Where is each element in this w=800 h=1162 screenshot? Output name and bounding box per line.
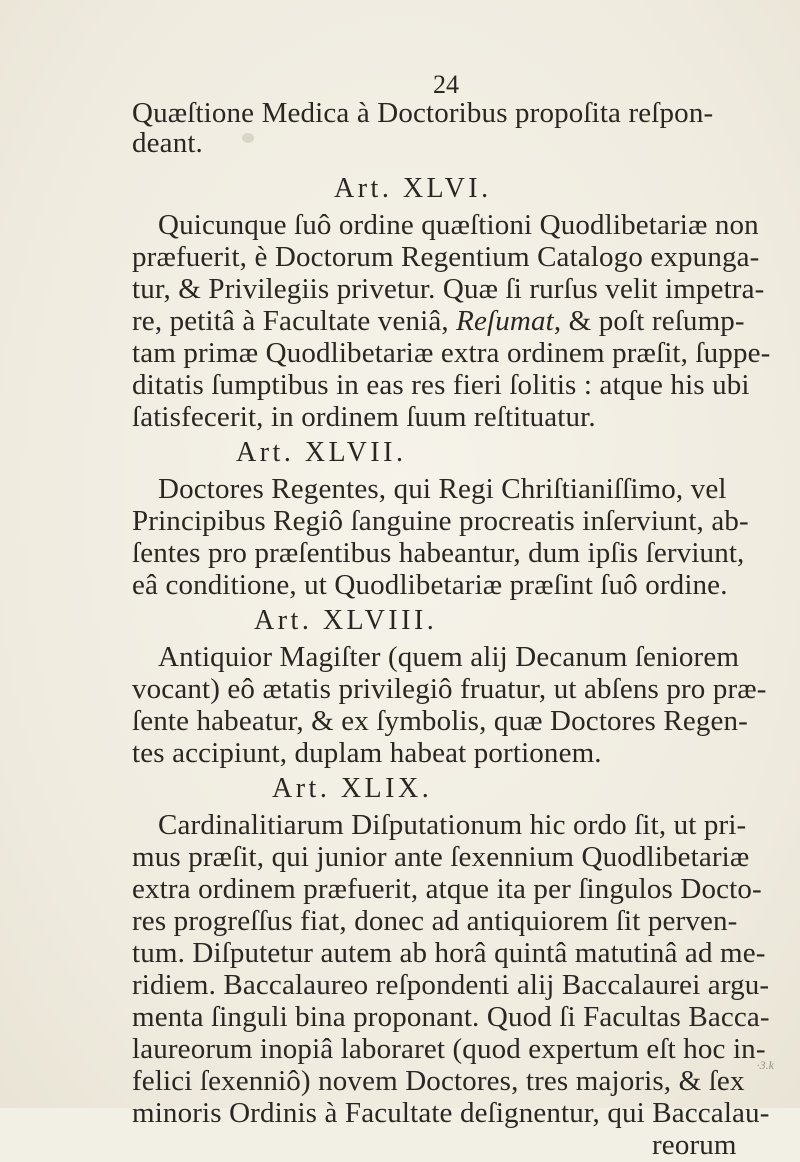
text-line: tes accipiunt, duplam habeat portionem. — [132, 737, 602, 769]
corner-mark: ·3.k — [756, 1058, 774, 1072]
text-line: deant. — [132, 127, 203, 159]
text-line: felici ſexenniô) novem Doctores, tres majoris, & ſex — [132, 1065, 745, 1097]
article-heading: Art. XLVI. — [334, 173, 492, 204]
text-line: ridiem. Baccalaureo reſpondenti alij Baccalaurei argu- — [132, 969, 770, 1001]
text-line: res progreſſus fiat, donec ad antiquiorem ſit perven- — [132, 905, 738, 937]
text-line: Principibus Regiô ſanguine procreatis inſerviunt, ab- — [132, 505, 749, 537]
text-line: Quæſtione Medica à Doctoribus propoſita reſpon- — [132, 97, 714, 129]
text-line: minoris Ordinis à Facultate deſignentur, qui Baccalau- — [132, 1097, 770, 1129]
text-line: ſentes pro præſentibus habeantur, dum ipſis ſerviunt, — [132, 537, 745, 569]
text-line: mus præſit, qui junior ante ſexennium Quodlibetariæ — [132, 841, 750, 873]
article-heading: Art. XLVIII. — [254, 605, 438, 636]
article-heading: Art. XLVII. — [236, 437, 407, 468]
text-line: vocant) eô ætatis privilegiô fruatur, ut abſens pro præ- — [132, 673, 767, 705]
text-line: eâ conditione, ut Quodlibetariæ præſint ſuô ordine. — [132, 569, 728, 601]
text-line: tum. Diſputetur autem ab horâ quintâ matutinâ ad me- — [132, 937, 766, 969]
text-line: præfuerit, è Doctorum Regentium Catalogo expunga- — [132, 241, 760, 273]
catchword: reorum — [652, 1129, 737, 1161]
text-line: re, petitâ à Facultate veniâ, Reſumat, & poſt reſump- — [132, 305, 745, 337]
text-line: tam primæ Quodlibetariæ extra ordinem præſit, ſuppe- — [132, 337, 771, 369]
text-line: Quicunque ſuô ordine quæſtioni Quodlibetariæ non — [158, 209, 759, 241]
text-line: Antiquior Magiſter (quem alij Decanum ſeniorem — [158, 641, 740, 673]
text-line: laureorum inopiâ laboraret (quod expertum eſt hoc in- — [132, 1033, 766, 1065]
text-line: ditatis ſumptibus in eas res fieri ſolitis : atque his ubi — [132, 369, 750, 401]
text-line: menta ſinguli bina proponant. Quod ſi Facultas Bacca- — [132, 1001, 770, 1033]
text-line: ſatisfecerit, in ordinem ſuum reſtituatur. — [132, 401, 596, 433]
text-line: tur, & Privilegiis privetur. Quæ ſi rurſus velit impetra- — [132, 273, 765, 305]
ink-smudge — [242, 133, 254, 143]
article-heading: Art. XLIX. — [272, 773, 433, 804]
text-line: ſente habeatur, & ex ſymbolis, quæ Doctores Regen- — [132, 705, 748, 737]
text-line: Cardinalitiarum Diſputationum hic ordo ſit, ut pri- — [158, 809, 747, 841]
text-line: Doctores Regentes, qui Regi Chriſtianiſſimo, vel — [158, 473, 727, 505]
text-line: extra ordinem præfuerit, atque ita per ſingulos Docto- — [132, 873, 762, 905]
page-number: 24 — [433, 70, 459, 99]
